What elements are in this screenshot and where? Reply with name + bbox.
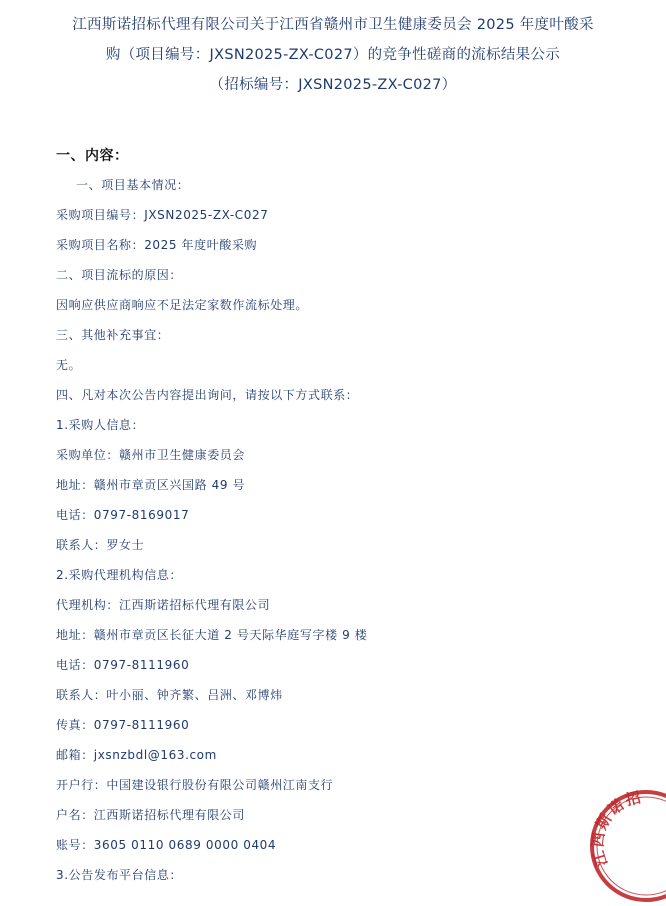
section-heading: 一、内容： [56, 148, 129, 164]
agency-address-line: 地址：赣州市章贡区长征大道 2 号天际华庭写字楼 9 楼 [56, 628, 368, 642]
failure-reason-line: 因响应供应商响应不足法定家数作流标处理。 [56, 298, 309, 312]
title-line-3: （招标编号：JXSN2025-ZX-C027） [209, 77, 457, 93]
title-line-2: 购（项目编号：JXSN2025-ZX-C027）的竞争性磋商的流标结果公示 [105, 47, 561, 63]
agency-email-line: 邮箱：jxsnzbdl@163.com [56, 748, 217, 762]
official-seal-stamp [586, 786, 666, 906]
agency-account-number-line: 账号：3605 0110 0689 0000 0404 [56, 838, 277, 852]
agency-bank-line: 开户行：中国建设银行股份有限公司赣州江南支行 [56, 778, 334, 792]
agency-account-name-line: 户名：江西斯诺招标代理有限公司 [56, 808, 246, 822]
purchaser-unit-line: 采购单位：赣州市卫生健康委员会 [56, 448, 246, 462]
seal-text: 江西斯诺招 [588, 787, 645, 869]
title-line-1: 江西斯诺招标代理有限公司关于江西省赣州市卫生健康委员会 2025 年度叶酸采 [72, 17, 594, 33]
subsection-heading-basic-info: 一、项目基本情况： [76, 178, 190, 192]
subsection-heading-failure-reason: 二、项目流标的原因： [56, 268, 183, 282]
agency-info-heading: 2.采购代理机构信息： [56, 568, 183, 582]
agency-fax-line: 传真：0797-8111960 [56, 718, 190, 732]
project-number-line: 采购项目编号：JXSN2025-ZX-C027 [56, 208, 269, 222]
platform-info-heading: 3.公告发布平台信息： [56, 868, 183, 882]
seal-inner-ring [597, 797, 666, 895]
subsection-heading-contact: 四、凡对本次公告内容提出询问，请按以下方式联系： [56, 388, 359, 402]
purchaser-info-heading: 1.采购人信息： [56, 418, 145, 432]
project-name-line: 采购项目名称：2025 年度叶酸采购 [56, 238, 258, 252]
document-title [0, 10, 666, 100]
purchaser-phone-line: 电话：0797-8169017 [56, 508, 190, 522]
subsection-heading-other-matters: 三、其他补充事宜： [56, 328, 170, 342]
purchaser-address-line: 地址：赣州市章贡区兴国路 49 号 [56, 478, 246, 492]
agency-contact-line: 联系人：叶小丽、钟齐繁、吕洲、邓博炜 [56, 688, 283, 702]
agency-phone-line: 电话：0797-8111960 [56, 658, 190, 672]
other-matters-line: 无。 [56, 358, 82, 372]
content-body [56, 173, 636, 893]
purchaser-contact-line: 联系人：罗女士 [56, 538, 145, 552]
agency-name-line: 代理机构：江西斯诺招标代理有限公司 [56, 598, 271, 612]
